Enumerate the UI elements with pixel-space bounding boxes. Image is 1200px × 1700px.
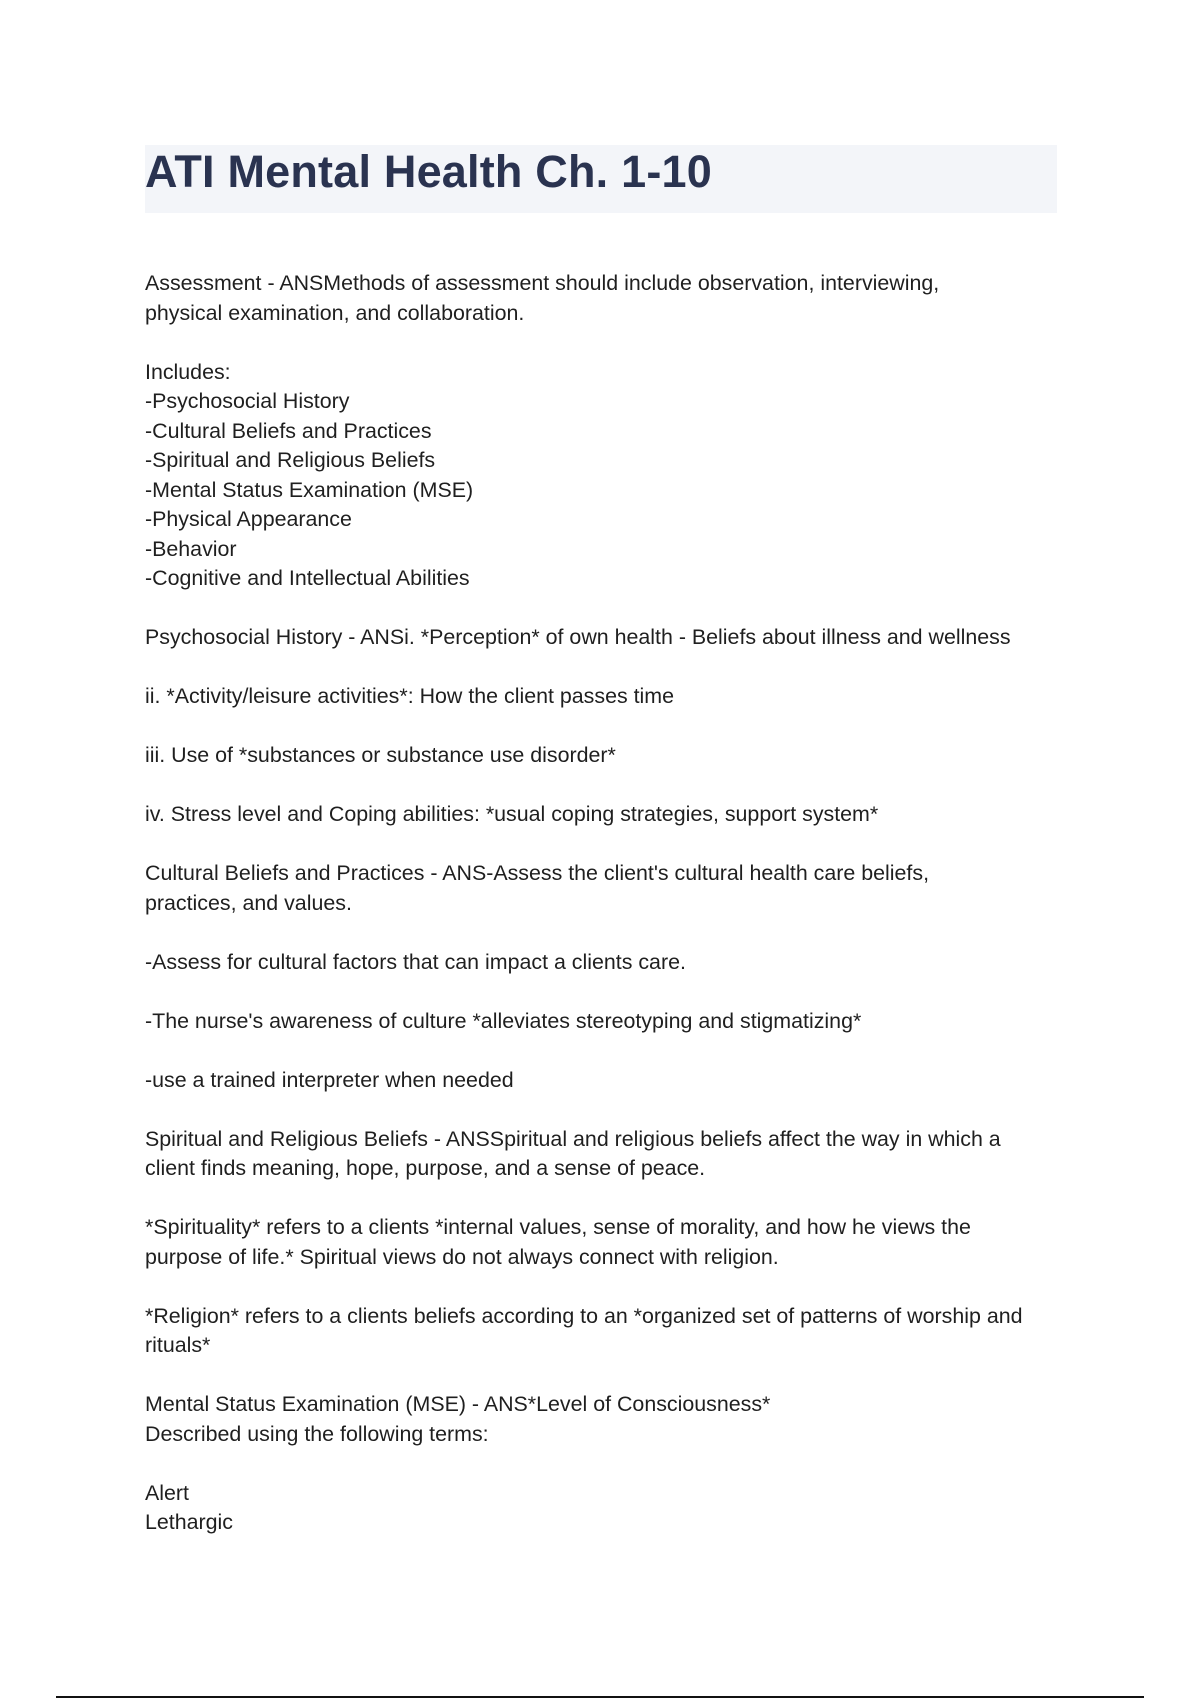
text-line: *Religion* refers to a clients beliefs according to an *organized set of patterns of worship and xyxy=(145,1303,1023,1328)
list-item: Alert xyxy=(145,1480,189,1505)
list-item: -Cultural Beliefs and Practices xyxy=(145,418,432,443)
list-item: -Mental Status Examination (MSE) xyxy=(145,477,474,502)
list-item: Lethargic xyxy=(145,1510,233,1534)
paragraph-interpreter xyxy=(145,1066,1070,1096)
paragraph-cultural-factors xyxy=(145,948,1070,978)
document-body xyxy=(145,269,1070,1567)
text-line: client finds meaning, hope, purpose, and a sense of peace. xyxy=(145,1156,706,1180)
list-item: -Behavior xyxy=(145,536,237,561)
paragraph-includes-list xyxy=(145,358,1070,594)
text-line: Psychosocial History - ANSi. *Perception* of own health - Beliefs about illness and wellness xyxy=(145,625,1011,649)
text-line: -use a trained interpreter when needed xyxy=(145,1067,514,1092)
text-line: physical examination, and collaboration. xyxy=(145,300,525,325)
text-line: *Spirituality* refers to a clients *internal values, sense of morality, and how he views the xyxy=(145,1215,971,1239)
paragraph-nurse-awareness xyxy=(145,1007,1070,1037)
paragraph-consciousness-terms xyxy=(145,1479,1070,1538)
text-line: Cultural Beliefs and Practices - ANS-Assess the client's cultural health care beliefs, xyxy=(145,861,930,885)
paragraph-religion xyxy=(145,1302,1070,1361)
list-item: -Cognitive and Intellectual Abilities xyxy=(145,566,470,590)
paragraph-spiritual-religious xyxy=(145,1125,1070,1184)
paragraph-spirituality xyxy=(145,1213,1070,1272)
footer-divider xyxy=(56,1696,1144,1698)
text-line: iii. Use of *substances or substance use disorder* xyxy=(145,743,616,767)
paragraph-stress-coping xyxy=(145,800,1070,830)
list-item: -Physical Appearance xyxy=(145,507,352,531)
text-line: Described using the following terms: xyxy=(145,1421,489,1446)
text-line: practices, and values. xyxy=(145,890,352,915)
paragraph-mse xyxy=(145,1390,1070,1449)
paragraph-activity xyxy=(145,682,1070,712)
text-line: purpose of life.* Spiritual views do not always connect with religion. xyxy=(145,1244,779,1269)
list-item: -Psychosocial History xyxy=(145,389,350,413)
text-line: Mental Status Examination (MSE) - ANS*Level of Consciousness* xyxy=(145,1392,771,1416)
paragraph-psychosocial-history xyxy=(145,623,1070,653)
text-line: iv. Stress level and Coping abilities: *usual coping strategies, support system* xyxy=(145,802,879,826)
text-line: -The nurse's awareness of culture *alleviates stereotyping and stigmatizing* xyxy=(145,1008,862,1033)
text-line: -Assess for cultural factors that can impact a clients care. xyxy=(145,949,686,974)
list-item: -Spiritual and Religious Beliefs xyxy=(145,448,436,472)
text-line: rituals* xyxy=(145,1333,211,1357)
paragraph-cultural-beliefs xyxy=(145,859,1070,918)
text-line: Assessment - ANSMethods of assessment should include observation, interviewing, xyxy=(145,271,940,295)
text-line: ii. *Activity/leisure activities*: How the client passes time xyxy=(145,684,675,708)
text-line: Includes: xyxy=(145,359,231,384)
paragraph-substances xyxy=(145,741,1070,771)
text-line: Spiritual and Religious Beliefs - ANSSpiritual and religious beliefs affect the way in which a xyxy=(145,1126,1001,1151)
document-title: ATI Mental Health Ch. 1-10 xyxy=(145,146,712,197)
paragraph-assessment xyxy=(145,269,1070,328)
